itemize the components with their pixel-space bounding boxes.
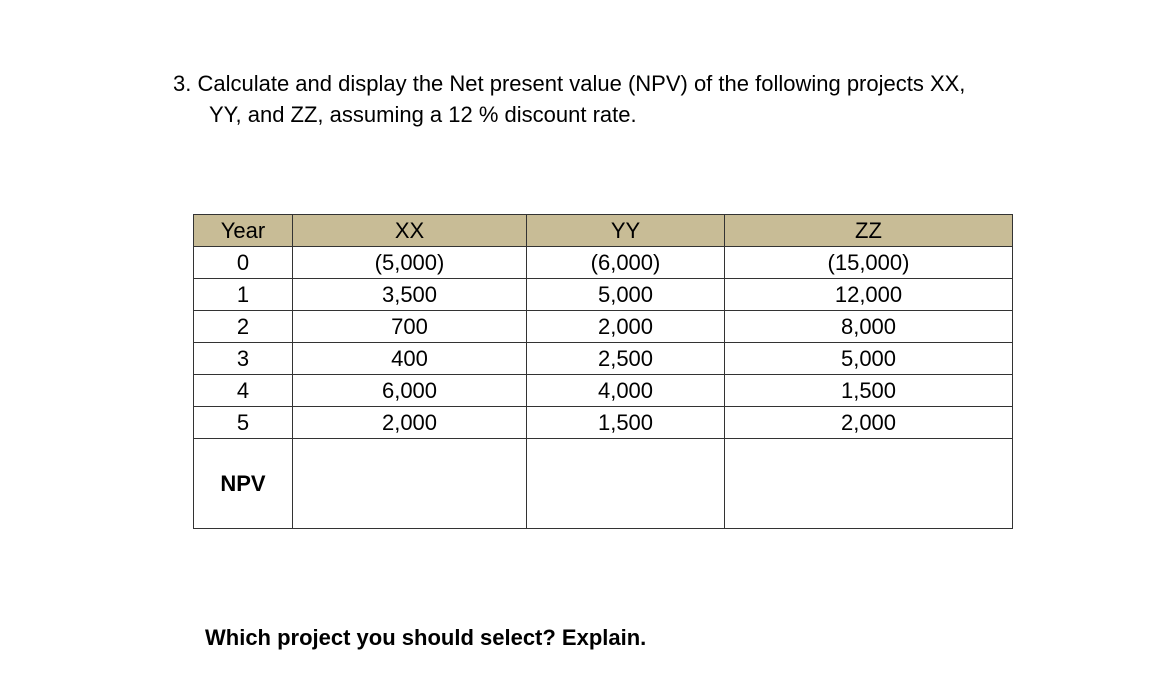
table-row xyxy=(194,279,1013,311)
cell-xx: 700 xyxy=(293,311,527,343)
table-row xyxy=(194,343,1013,375)
cell-year: 3 xyxy=(194,343,293,375)
npv-xx-cell xyxy=(293,439,527,529)
followup-question: Which project you should select? Explain. xyxy=(205,625,647,650)
cell-yy: 2,000 xyxy=(527,311,725,343)
header-yy: YY xyxy=(527,215,725,247)
cell-xx: 2,000 xyxy=(293,407,527,439)
npv-zz-cell xyxy=(725,439,1013,529)
cell-year: 2 xyxy=(194,311,293,343)
header-year: Year xyxy=(194,215,293,247)
npv-label: NPV xyxy=(194,439,293,529)
cell-year: 0 xyxy=(194,247,293,279)
cell-yy: 1,500 xyxy=(527,407,725,439)
cell-zz: 1,500 xyxy=(725,375,1013,407)
cash-flow-table xyxy=(193,214,1013,529)
cell-year: 4 xyxy=(194,375,293,407)
cell-zz: 5,000 xyxy=(725,343,1013,375)
cell-xx: (5,000) xyxy=(293,247,527,279)
cell-zz: (15,000) xyxy=(725,247,1013,279)
cell-zz: 8,000 xyxy=(725,311,1013,343)
question-line-1: 3. Calculate and display the Net present value (NPV) of the following projects XX, xyxy=(173,71,966,96)
cell-yy: 5,000 xyxy=(527,279,725,311)
question-text xyxy=(173,68,965,130)
table-row xyxy=(194,247,1013,279)
question-line-2: YY, and ZZ, assuming a 12 % discount rate. xyxy=(209,102,637,127)
cell-xx: 3,500 xyxy=(293,279,527,311)
cell-zz: 2,000 xyxy=(725,407,1013,439)
header-xx: XX xyxy=(293,215,527,247)
table-row xyxy=(194,407,1013,439)
cell-year: 5 xyxy=(194,407,293,439)
cell-yy: 4,000 xyxy=(527,375,725,407)
table-row xyxy=(194,311,1013,343)
table-header-row xyxy=(194,215,1013,247)
cell-xx: 400 xyxy=(293,343,527,375)
npv-yy-cell xyxy=(527,439,725,529)
cell-zz: 12,000 xyxy=(725,279,1013,311)
cell-xx: 6,000 xyxy=(293,375,527,407)
cell-year: 1 xyxy=(194,279,293,311)
npv-row xyxy=(194,439,1013,529)
cell-yy: 2,500 xyxy=(527,343,725,375)
table-row xyxy=(194,375,1013,407)
header-zz: ZZ xyxy=(725,215,1013,247)
cell-yy: (6,000) xyxy=(527,247,725,279)
